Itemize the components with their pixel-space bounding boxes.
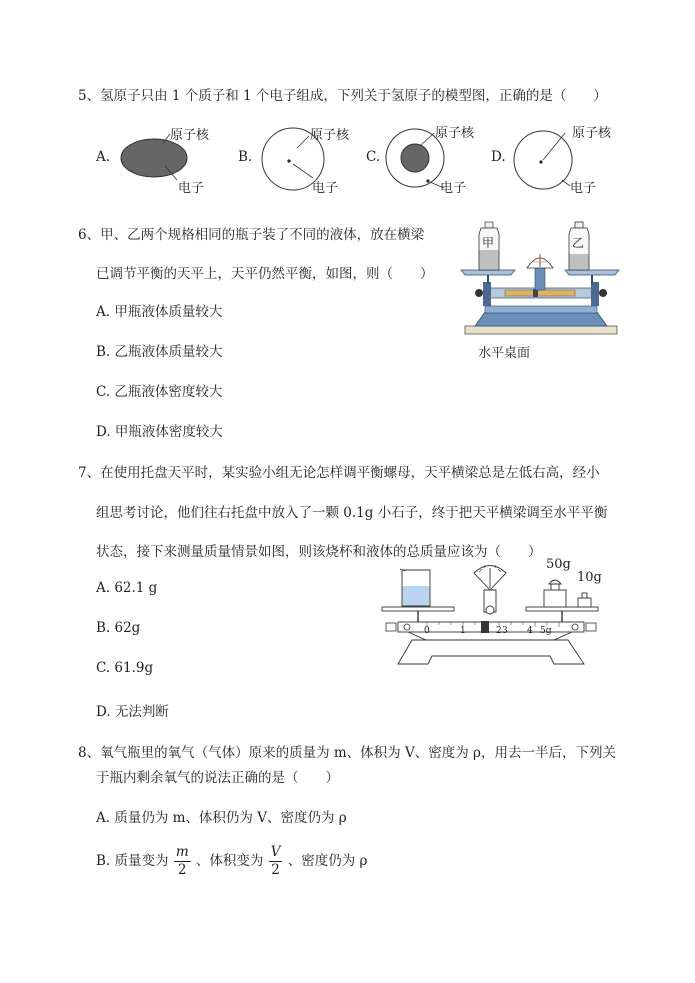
q7-stem-line1: 7、在使用托盘天平时，某实验小组无论怎样调平衡螺母，天平横梁总是左低右高，经小 [78, 465, 600, 481]
q8-b-suffix: 、密度仍为 ρ [287, 853, 368, 869]
q8-b-frac1-den: 2 [177, 861, 187, 878]
q5-a-electron-label: 电子 [178, 181, 205, 196]
q5-d-electron-label: 电子 [570, 181, 597, 196]
q5-option-d-letter: D. [491, 149, 506, 165]
q7-ruler-tick-1: 1 [460, 626, 466, 636]
q7-ruler-tick-0: 0 [424, 626, 430, 636]
q7-ruler-tick-5g: 5g [540, 626, 552, 636]
q6-option-a: A. 甲瓶液体质量较大 [96, 304, 223, 320]
q5-c-electron-label: 电子 [440, 181, 467, 196]
q5-option-b-letter: B. [238, 149, 253, 165]
q8-b-fraction-v [269, 846, 283, 877]
q7-ruler-tick-2: 2 [496, 626, 502, 636]
q7-option-c: C. 61.9g [96, 660, 154, 676]
q8-b-middle: 、体积变为 [195, 853, 264, 869]
q6-option-c: C. 乙瓶液体密度较大 [96, 384, 223, 400]
q5-stem: 5、氢原子只由 1 个质子和 1 个电子组成，下列关于氢原子的模型图，正确的是（ ） [78, 88, 607, 104]
q7-ruler-tick-4: 4 [527, 626, 533, 636]
q5-b-nucleus-label: 原子核 [310, 128, 350, 143]
q8-b-frac2-num: V [270, 844, 281, 860]
q7-stem-line3: 状态，接下来测量质量情景如图，则该烧杯和液体的总质量应该为（ ） [96, 544, 542, 560]
q8-stem-line1: 8、氧气瓶里的氧气（气体）原来的质量为 m、体积为 V、密度为 ρ，用去一半后，下列关 [78, 745, 616, 761]
q7-option-a: A. 62.1 g [96, 580, 158, 596]
q6-bottle-jia-label: 甲 [482, 236, 495, 250]
q7-stem-line2: 组思考讨论，他们往右托盘中放入了一颗 0.1g 小石子，终于把天平横梁调至水平平衡 [96, 505, 608, 521]
q8-stem-line2: 于瓶内剩余氧气的说法正确的是（ ） [96, 770, 339, 786]
q8-option-b [96, 846, 368, 877]
q7-balance-figure [378, 560, 608, 668]
q5-b-electron-label: 电子 [312, 181, 339, 196]
q6-bottle-yi-label: 乙 [572, 236, 585, 250]
q7-option-d: D. 无法判断 [96, 704, 169, 720]
q5-option-a-letter: A. [96, 149, 111, 165]
q6-table-caption: 水平桌面 [478, 346, 531, 361]
q8-b-fraction-m [174, 846, 191, 877]
q8-b-prefix: B. 质量变为 [96, 853, 169, 869]
q5-option-c-letter: C. [366, 149, 381, 165]
q5-a-nucleus-label: 原子核 [170, 128, 210, 143]
q7-ruler-tick-3: 3 [502, 626, 508, 636]
q7-weight-50g-label: 50g [546, 557, 571, 572]
q5-d-nucleus-label: 原子核 [572, 126, 612, 141]
q8-option-a: A. 质量仍为 m、体积仍为 V、密度仍为 ρ [96, 810, 347, 826]
q6-option-b: B. 乙瓶液体质量较大 [96, 344, 223, 360]
q5-c-nucleus-label: 原子核 [435, 126, 475, 141]
q6-stem-line1: 6、甲、乙两个规格相同的瓶子装了不同的液体，放在横梁 [78, 227, 425, 243]
q7-option-b: B. 62g [96, 620, 141, 636]
q6-stem-line2: 已调节平衡的天平上，天平仍然平衡，如图，则（ ） [96, 266, 434, 282]
q7-weight-10g-label: 10g [577, 570, 602, 585]
q6-option-d: D. 甲瓶液体密度较大 [96, 424, 223, 440]
q6-balance-figure [455, 220, 625, 360]
q8-b-frac1-num: m [175, 844, 189, 860]
q8-b-frac2-den: 2 [271, 861, 280, 878]
